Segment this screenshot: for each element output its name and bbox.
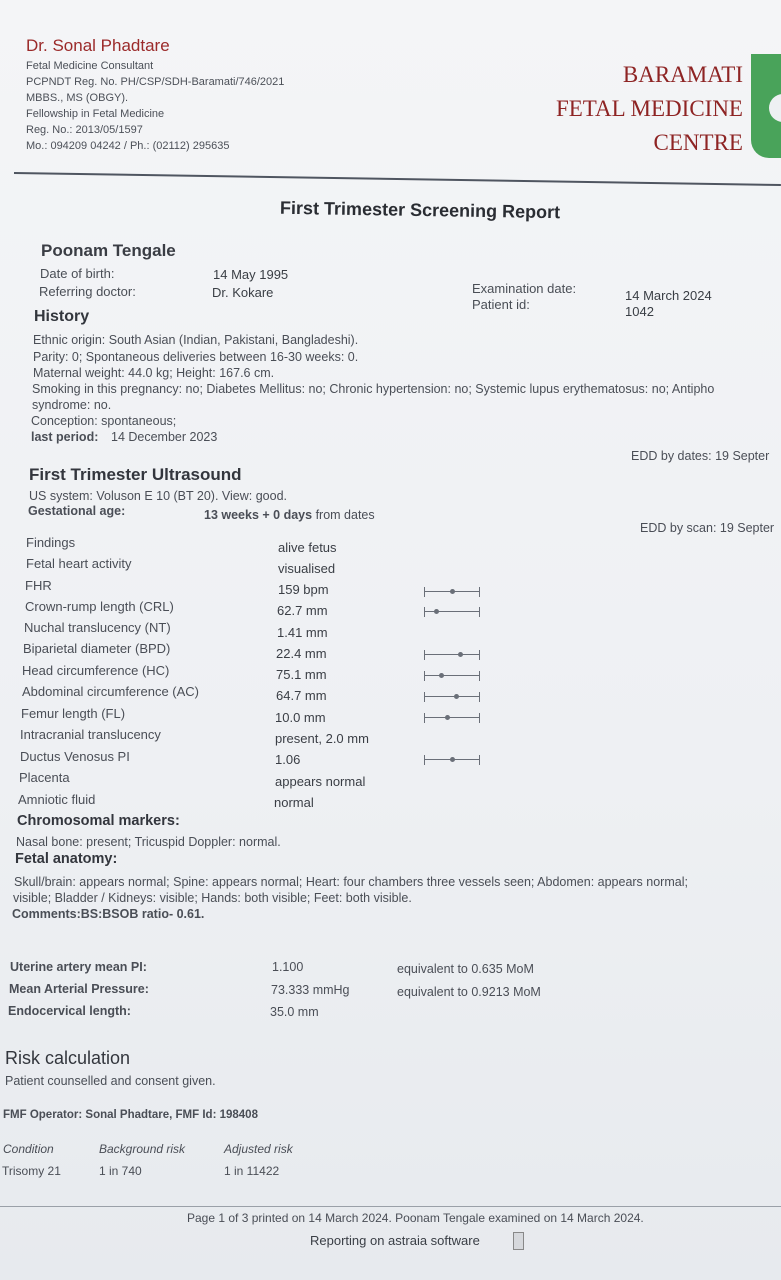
gauge-tick — [424, 650, 425, 660]
doctor-title: Fetal Medicine Consultant — [26, 60, 154, 72]
examination-date-label: Examination date: — [472, 281, 577, 296]
finding-value: present, 2.0 mm — [275, 731, 369, 746]
history-ethnic: Ethnic origin: South Asian (Indian, Pakistani, Bangladeshi). — [33, 333, 359, 347]
gauge-tick — [424, 755, 425, 765]
finding-label: Ductus Venosus PI — [20, 749, 130, 764]
finding-label: Head circumference (HC) — [22, 663, 170, 678]
centile-gauge-crl — [424, 607, 480, 617]
gauge-tick — [424, 587, 425, 597]
finding-label: Intracranial translucency — [20, 727, 161, 742]
risk-header-condition: Condition — [3, 1142, 54, 1156]
finding-value: normal — [274, 795, 314, 810]
finding-value: visualised — [278, 561, 336, 576]
gauge-tick — [424, 671, 425, 681]
history-title: History — [34, 308, 90, 325]
last-period-value: 14 December 2023 — [111, 430, 218, 444]
finding-label: FHR — [25, 578, 52, 593]
gauge-marker — [445, 715, 450, 720]
centile-gauge-hc — [424, 671, 480, 681]
risk-row-adjusted: 1 in 11422 — [224, 1164, 280, 1178]
finding-label: Crown-rump length (CRL) — [25, 599, 174, 614]
cervical-length-label: Endocervical length: — [8, 1004, 131, 1018]
gauge-tick — [424, 692, 425, 702]
gauge-line — [424, 611, 480, 612]
map-mom: equivalent to 0.9213 MoM — [397, 985, 541, 999]
map-label: Mean Arterial Pressure: — [9, 982, 149, 996]
centile-gauge-bpd — [424, 650, 480, 660]
patient-id-value: 1042 — [625, 304, 654, 319]
ga-weeks: 13 weeks + 0 days — [204, 508, 313, 522]
gestational-age-value — [204, 508, 375, 522]
gauge-marker — [450, 757, 455, 762]
report-title: First Trimester Screening Report — [279, 197, 561, 223]
doctor-contact: Mo.: 094209 04242 / Ph.: (02112) 295635 — [26, 140, 230, 152]
gauge-tick — [479, 587, 480, 597]
gauge-tick — [424, 607, 425, 617]
examination-date-value: 14 March 2024 — [625, 288, 712, 303]
gauge-line — [424, 675, 480, 676]
gauge-marker — [434, 609, 439, 614]
anatomy-line-2: visible; Bladder / Kidneys: visible; Hands: both visible; Feet: both visible. — [13, 891, 412, 905]
doctor-name: Dr. Sonal Phadtare — [26, 36, 170, 55]
history-maternal: Maternal weight: 44.0 kg; Height: 167.6 cm. — [33, 366, 275, 380]
doctor-degree: MBBS., MS (OBGY). — [26, 92, 129, 104]
ga-from-dates: from dates — [315, 508, 375, 522]
centile-gauge-fhr — [424, 587, 480, 597]
finding-value: 64.7 mm — [276, 688, 327, 703]
astraia-logo-icon — [513, 1232, 524, 1250]
gauge-tick — [479, 671, 480, 681]
gauge-line — [424, 654, 480, 655]
centre-line-1: BARAMATI — [622, 62, 743, 87]
doctor-reg-no: Reg. No.: 2013/05/1597 — [26, 124, 143, 136]
centile-gauge-fl — [424, 713, 480, 723]
history-smoking: Smoking in this pregnancy: no; Diabetes Mellitus: no; Chronic hypertension: no; Systemic lupus erythematosus: no; Antipho — [32, 382, 715, 396]
gestational-age-label: Gestational age: — [28, 504, 126, 518]
doctor-reg-pcpndt: PCPNDT Reg. No. PH/CSP/SDH-Baramati/746/2021 — [26, 76, 285, 88]
finding-value: 22.4 mm — [276, 646, 327, 661]
finding-label: Findings — [26, 535, 76, 550]
patient-name: Poonam Tengale — [41, 241, 176, 260]
last-period-label: last period: — [31, 430, 99, 444]
finding-value: appears normal — [275, 774, 366, 789]
risk-counsel: Patient counselled and consent given. — [5, 1074, 216, 1088]
finding-value: 159 bpm — [278, 582, 329, 597]
history-syndrome: syndrome: no. — [32, 398, 112, 412]
us-system: US system: Voluson E 10 (BT 20). View: good. — [29, 489, 288, 503]
finding-label: Placenta — [19, 770, 70, 785]
footer-page-info: Page 1 of 3 printed on 14 March 2024. Poonam Tengale examined on 14 March 2024. — [187, 1211, 644, 1225]
finding-label: Abdominal circumference (AC) — [22, 684, 200, 699]
markers-text: Nasal bone: present; Tricuspid Doppler: normal. — [16, 835, 281, 849]
finding-value: 62.7 mm — [277, 603, 328, 618]
gauge-tick — [479, 650, 480, 660]
history-parity: Parity: 0; Spontaneous deliveries between 16-30 weeks: 0. — [33, 350, 359, 364]
finding-label: Amniotic fluid — [18, 792, 96, 807]
centile-gauge-ac — [424, 692, 480, 702]
risk-row-background: 1 in 740 — [99, 1164, 142, 1178]
gauge-marker — [454, 694, 459, 699]
edd-by-dates: EDD by dates: 19 Septer — [631, 449, 770, 463]
finding-value: 1.06 — [275, 752, 301, 767]
gauge-marker — [450, 589, 455, 594]
finding-label: Biparietal diameter (BPD) — [23, 641, 171, 656]
finding-label: Nuchal translucency (NT) — [24, 620, 171, 635]
edd-by-scan: EDD by scan: 19 Septer — [640, 521, 775, 535]
uterine-pi-mom: equivalent to 0.635 MoM — [397, 962, 534, 976]
history-conception: Conception: spontaneous; — [31, 414, 177, 428]
cervical-length-value: 35.0 mm — [270, 1005, 319, 1019]
ultrasound-title: First Trimester Ultrasound — [29, 465, 242, 484]
dob-value: 14 May 1995 — [213, 267, 289, 282]
finding-value: 1.41 mm — [277, 625, 328, 640]
gauge-marker — [458, 652, 463, 657]
gauge-tick — [479, 755, 480, 765]
gauge-tick — [479, 713, 480, 723]
gauge-line — [424, 696, 480, 697]
header-divider — [14, 172, 781, 186]
dob-label: Date of birth: — [40, 266, 115, 281]
anatomy-line-1: Skull/brain: appears normal; Spine: appears normal; Heart: four chambers three vessels seen; Abdomen: appears normal; — [14, 875, 688, 889]
gauge-tick — [479, 692, 480, 702]
centre-line-3: CENTRE — [653, 130, 743, 155]
gauge-tick — [424, 713, 425, 723]
markers-title: Chromosomal markers: — [17, 813, 180, 829]
referring-doctor-label: Referring doctor: — [39, 284, 136, 299]
risk-row-condition: Trisomy 21 — [2, 1164, 61, 1178]
risk-header-background: Background risk — [99, 1142, 186, 1156]
patient-id-label: Patient id: — [472, 297, 530, 312]
footer-divider — [0, 1206, 781, 1207]
gauge-tick — [479, 607, 480, 617]
finding-value: alive fetus — [278, 540, 337, 555]
finding-value: 75.1 mm — [276, 667, 327, 682]
finding-label: Femur length (FL) — [21, 706, 126, 721]
risk-header-adjusted: Adjusted risk — [224, 1142, 293, 1156]
anatomy-comments: Comments:BS:BSOB ratio- 0.61. — [12, 907, 205, 921]
doctor-fellowship: Fellowship in Fetal Medicine — [26, 108, 165, 120]
finding-label: Fetal heart activity — [26, 556, 132, 571]
centre-line-2: FETAL MEDICINE — [555, 96, 743, 121]
uterine-pi-label: Uterine artery mean PI: — [10, 960, 147, 974]
gauge-line — [424, 717, 480, 718]
footer-software: Reporting on astraia software — [310, 1233, 480, 1248]
risk-title: Risk calculation — [5, 1048, 131, 1068]
centile-gauge-dvpi — [424, 755, 480, 765]
finding-value: 10.0 mm — [275, 710, 326, 725]
anatomy-title: Fetal anatomy: — [15, 851, 118, 867]
uterine-pi-value: 1.100 — [272, 960, 304, 974]
gauge-marker — [439, 673, 444, 678]
map-value: 73.333 mmHg — [271, 983, 350, 997]
referring-doctor-value: Dr. Kokare — [212, 285, 274, 300]
centre-name — [556, 58, 743, 160]
fmf-operator: FMF Operator: Sonal Phadtare, FMF Id: 198408 — [3, 1109, 258, 1121]
